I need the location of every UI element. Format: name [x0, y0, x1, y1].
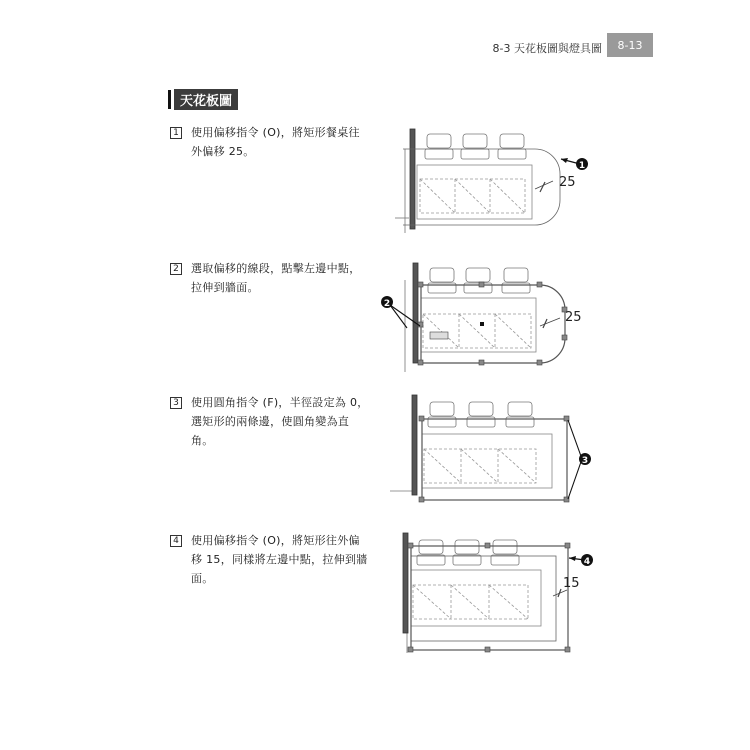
wall [413, 263, 418, 363]
dimension-25: 25 [559, 175, 576, 190]
chair-row [417, 540, 519, 565]
step-1-text: 使用偏移指令 (O)，將矩形餐桌往外偏移 25。 [191, 126, 360, 158]
ceiling-drawing [403, 533, 568, 653]
grip-points [419, 416, 569, 502]
step-3-number: 3 [170, 397, 182, 409]
wall [403, 533, 408, 633]
chair-row [425, 134, 526, 159]
ceiling-drawing [390, 395, 567, 500]
callout-4-label: 4 [583, 557, 591, 567]
step-4-text: 使用偏移指令 (O)，將矩形往外偏移 15，同樣將左邊中點，拉伸到牆面。 [191, 534, 368, 585]
table [421, 298, 536, 352]
figure-step-2 [375, 260, 605, 375]
wall [412, 395, 417, 495]
callout-3-label: 3 [581, 456, 589, 466]
inner-outline [411, 556, 556, 641]
midpoint-marker [480, 322, 484, 326]
chair-row [428, 402, 534, 427]
callout-2-label: 2 [383, 299, 391, 309]
step-4-number: 4 [170, 535, 182, 547]
step-2-number: 2 [170, 263, 182, 275]
offset-outline [411, 546, 568, 650]
table [411, 570, 541, 626]
section-title-bar [168, 90, 171, 109]
figure-step-3 [390, 392, 605, 507]
section-title: 天花板圖 [174, 89, 238, 110]
ceiling-drawing [405, 263, 565, 372]
page-number-tab: 8-13 [607, 33, 653, 57]
callout-1-label: 1 [578, 161, 586, 171]
chair-row [428, 268, 530, 293]
cursor-tooltip [430, 332, 448, 339]
offset-outline [403, 149, 560, 225]
step-2-text: 選取偏移的線段，點擊左邊中點，拉伸到牆面。 [191, 262, 361, 294]
figure-step-4 [395, 528, 605, 658]
step-3-text: 使用圓角指令 (F)，半徑設定為 0，選矩形的兩條邊，使圓角變為直角。 [191, 396, 369, 447]
table [417, 165, 532, 219]
figure-step-1 [395, 125, 605, 235]
wall [410, 129, 415, 229]
dimension-15: 15 [563, 576, 580, 591]
running-header: 8-3 天花板圖與燈具圖 [492, 42, 602, 55]
step-1-number: 1 [170, 127, 182, 139]
dimension-25: 25 [565, 310, 582, 325]
selected-outline [421, 285, 565, 363]
ceiling-drawing [395, 129, 560, 233]
